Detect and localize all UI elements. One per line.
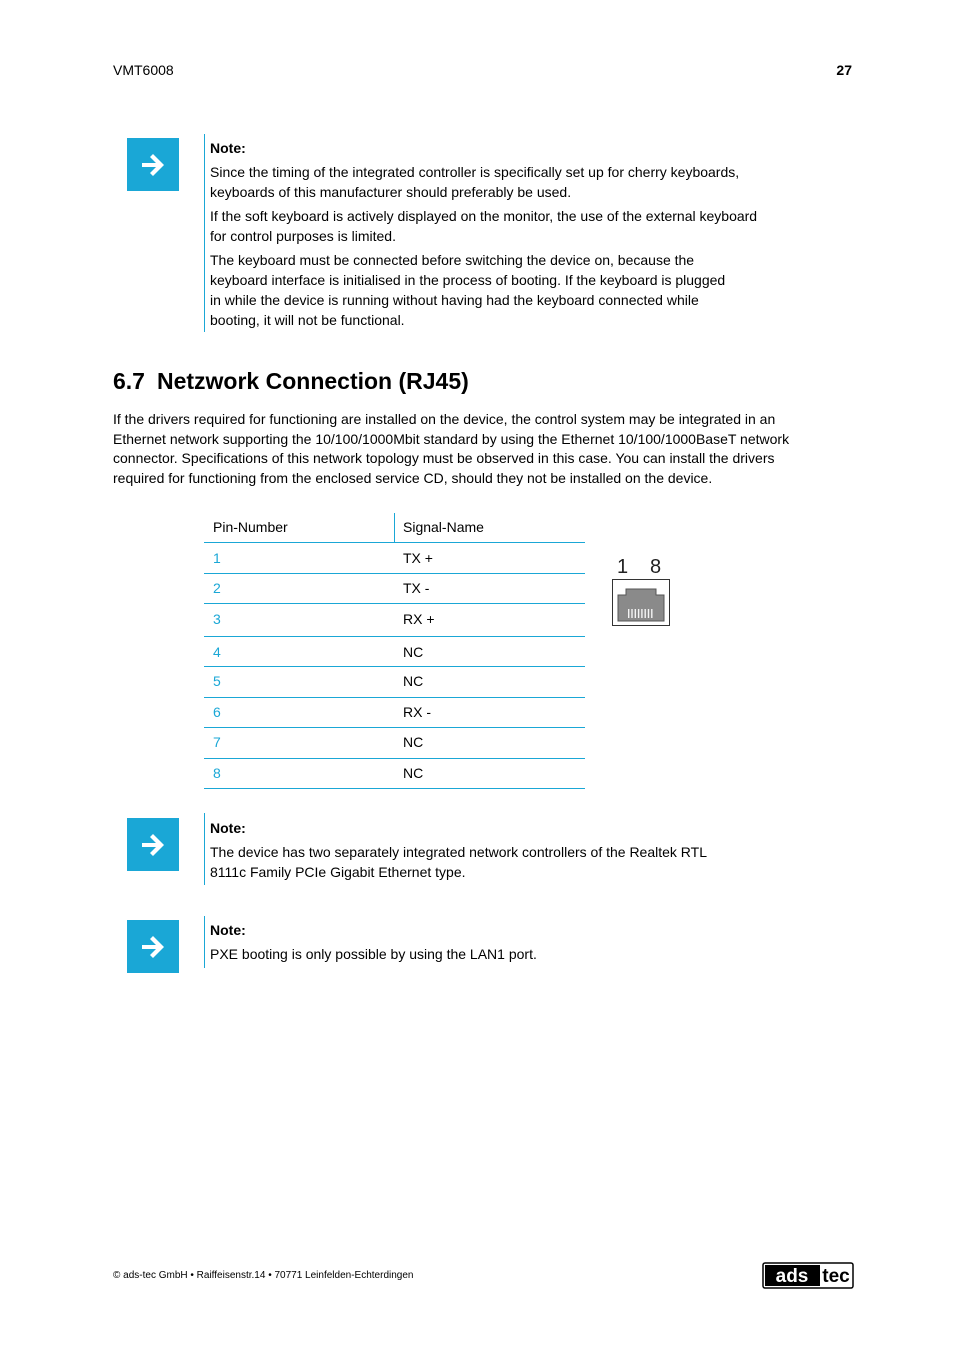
pin-table: [204, 513, 585, 789]
pin-number: 6: [213, 704, 221, 720]
note-title: Note:: [210, 820, 246, 836]
pin-number: 3: [213, 611, 221, 627]
note-paragraph: [210, 842, 707, 882]
rj45-connector-figure: [612, 553, 672, 629]
section-heading: [113, 368, 469, 395]
table-row: [204, 637, 585, 667]
section-title: Netzwork Connection (RJ45): [156, 368, 469, 394]
table-row: [204, 728, 585, 759]
note-line: The device has two separately integrated network controllers of the Realtek RTL: [210, 844, 707, 860]
pin-number: 4: [213, 644, 221, 660]
arrow-right-icon: [127, 818, 179, 871]
column-header-signal: Signal-Name: [403, 519, 484, 535]
note-title: Note:: [210, 922, 246, 938]
pin-number: 8: [213, 765, 221, 781]
signal-name: TX +: [403, 550, 433, 566]
arrow-right-icon: [127, 138, 179, 191]
table-row: [204, 574, 585, 604]
pin-number: 1: [213, 550, 221, 566]
note-divider: [204, 813, 205, 885]
intro-line: Ethernet network supporting the 10/100/1000Mbit standard by using the Ethernet 10/100/1000BaseT network: [113, 430, 790, 447]
note-keyboard: [210, 138, 757, 334]
table-row: [204, 759, 585, 789]
note-line: booting, it will not be functional.: [210, 312, 405, 328]
note-line: The keyboard must be connected before switching the device on, because the: [210, 252, 695, 268]
note-line: in while the device is running without having had the keyboard connected while: [210, 292, 699, 308]
intro-line: required for functioning from the enclosed service CD, should they not be installed on the device.: [113, 470, 713, 487]
signal-name: RX +: [403, 611, 435, 627]
document-id: VMT6008: [113, 62, 174, 78]
footer-address: © ads-tec GmbH • Raiffeisenstr.14 • 70771 Leinfelden-Echterdingen: [113, 1270, 414, 1281]
logo-right-text: tec: [822, 1266, 850, 1287]
pin-number: 2: [213, 580, 221, 596]
section-number: 6.7: [113, 368, 145, 394]
note-paragraph: [210, 944, 537, 964]
signal-name: NC: [403, 644, 424, 660]
note-line: keyboards of this manufacturer should preferably be used.: [210, 184, 572, 200]
note-line: for control purposes is limited.: [210, 228, 396, 244]
note-divider: [204, 134, 205, 332]
note-line: 8111c Family PCIe Gigabit Ethernet type.: [210, 864, 466, 880]
intro-line: If the drivers required for functioning are installed on the device, the control system may be integrated in an: [113, 411, 776, 427]
note-line: Since the timing of the integrated controller is specifically set up for cherry keyboards,: [210, 164, 740, 180]
connector-label-pin1: 1: [617, 556, 629, 578]
signal-name: NC: [403, 765, 424, 781]
signal-name: NC: [403, 734, 424, 750]
column-header-pin: Pin-Number: [213, 519, 288, 535]
intro-paragraph: [113, 410, 789, 489]
page-number: 27: [836, 62, 852, 78]
signal-name: RX -: [403, 704, 431, 720]
table-header-row: [204, 513, 585, 543]
intro-line: connector. Specifications of this network topology must be observed in this case. You can install the drivers: [113, 450, 775, 467]
note-divider: [204, 916, 205, 968]
note-network-controllers: [210, 818, 707, 886]
note-line: If the soft keyboard is actively displayed on the monitor, the use of the external keyboard: [210, 208, 758, 224]
signal-name: TX -: [403, 580, 430, 596]
arrow-right-icon: [127, 920, 179, 973]
connector-label-pin8: 8: [650, 556, 662, 578]
note-line: keyboard interface is initialised in the process of booting. If the keyboard is plugged: [210, 272, 726, 288]
signal-name: NC: [403, 673, 424, 689]
header-separator: [394, 513, 395, 542]
note-title: Note:: [210, 140, 246, 156]
table-row: [204, 698, 585, 728]
table-row: [204, 667, 585, 698]
table-row: [204, 543, 585, 574]
logo-left-text: ads: [775, 1266, 809, 1287]
note-line: PXE booting is only possible by using the LAN1 port.: [210, 946, 537, 962]
pin-number: 7: [213, 734, 221, 750]
note-paragraph: [210, 250, 757, 330]
ads-tec-logo: [762, 1262, 854, 1290]
note-paragraph: [210, 206, 757, 246]
table-row: [204, 604, 585, 637]
pin-number: 5: [213, 673, 221, 689]
note-paragraph: [210, 162, 757, 202]
note-pxe-booting: [210, 920, 537, 968]
